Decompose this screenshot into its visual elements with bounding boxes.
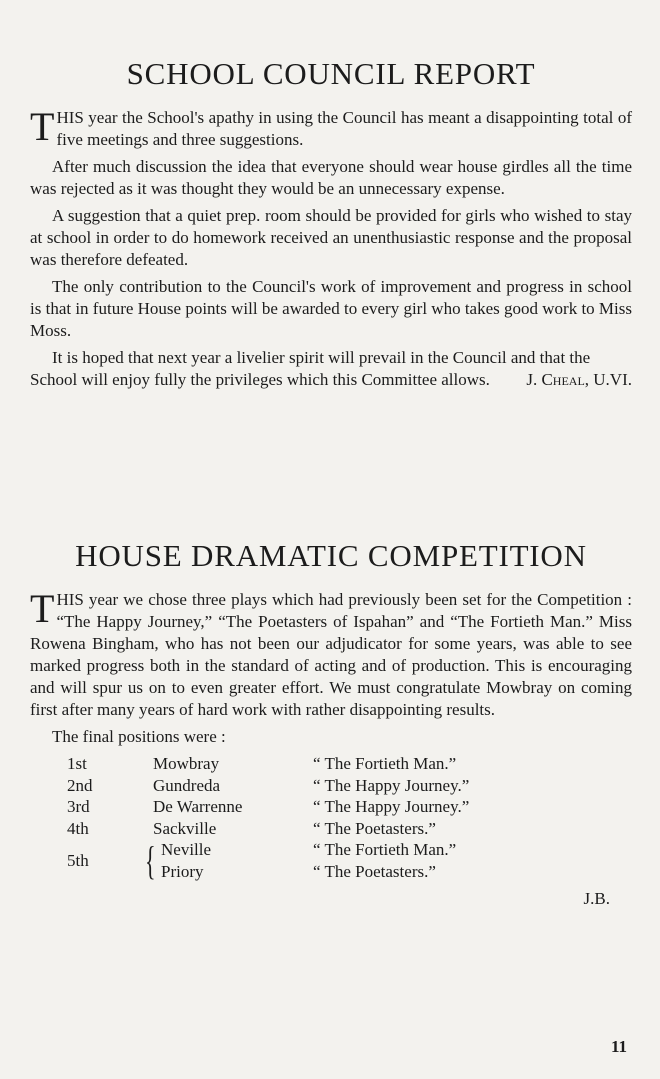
table-row <box>67 839 469 861</box>
paragraph-4: The only contribution to the Council's work of improvement and progress in school is that in future House points will be awarded to every girl who takes good work to Miss Moss. <box>30 277 632 340</box>
paragraph-5 <box>30 347 632 391</box>
final-positions-label: The final positions were : <box>52 727 226 746</box>
play: “ The Happy Journey.” <box>313 775 470 795</box>
drop-cap: T <box>30 586 55 631</box>
table-row <box>67 818 469 840</box>
house: De Warrenne <box>153 797 243 816</box>
paragraph-1 <box>30 104 632 151</box>
results-table <box>67 753 469 882</box>
section-title-school-council: SCHOOL COUNCIL REPORT <box>126 56 536 91</box>
brace-glyph: { <box>145 838 156 883</box>
position: 1st <box>67 754 87 773</box>
house: Sackville <box>153 818 217 838</box>
paragraph-5-text: It is hoped that next year a livelier spirit will prevail in the Council and that the School will enjoy fully the privileges which this Committee allows. <box>30 348 591 389</box>
position: 4th <box>67 818 89 838</box>
paragraph-2: After much discussion the idea that everyone should wear house girdles all the time was rejected as it was thought they would be an unnecessary expense. <box>30 157 632 198</box>
position: 3rd <box>67 797 90 816</box>
play: “ The Happy Journey.” <box>313 797 470 816</box>
play: “ The Fortieth Man.” <box>313 840 457 859</box>
paragraph-1-text: HIS year we chose three plays which had previously been set for the Competition : “The Happy Journey,” “The Poetasters of Ispahan” and “The Fortieth Man.” Miss Rowena Bingham, who has not been our adjudicator for some years, was able to see marked progress both in the standard of acting and of production. This is encouraging and will spur us on to even greater effort. We must congratulate Mowbray on coming first after many years of hard work with rather disappointing results. <box>30 590 632 719</box>
section-title-house-dramatic: HOUSE DRAMATIC COMPETITION <box>75 538 587 573</box>
signature: J. Cheal, U.VI. <box>526 370 632 389</box>
table-row <box>67 753 469 775</box>
section-school-council <box>30 104 632 396</box>
paragraph-1 <box>30 586 632 721</box>
position: 5th <box>67 850 89 870</box>
house-name: Neville <box>161 840 212 859</box>
play: “ The Fortieth Man.” <box>313 754 457 773</box>
play: “ The Poetasters.” <box>313 818 436 838</box>
house-name: Priory <box>161 861 204 881</box>
house: Mowbray <box>153 754 220 773</box>
table-row <box>67 775 469 797</box>
paragraph-1-text: HIS year the School's apathy in using the Council has meant a disappointing total of five meetings and three suggestions. <box>56 108 632 149</box>
position: 2nd <box>67 775 93 795</box>
drop-cap: T <box>30 104 55 149</box>
play: “ The Poetasters.” <box>313 861 436 881</box>
house <box>153 861 313 883</box>
paragraph-3: A suggestion that a quiet prep. room should be provided for girls who wished to stay at school in order to do homework received an unenthusiastic response and the proposal was therefore defeated. <box>30 206 632 269</box>
section-house-dramatic <box>30 586 632 915</box>
table-row <box>67 796 469 818</box>
signature: J.B. <box>583 889 610 908</box>
page-number: 11 <box>610 1037 627 1056</box>
house: Gundreda <box>153 775 221 795</box>
